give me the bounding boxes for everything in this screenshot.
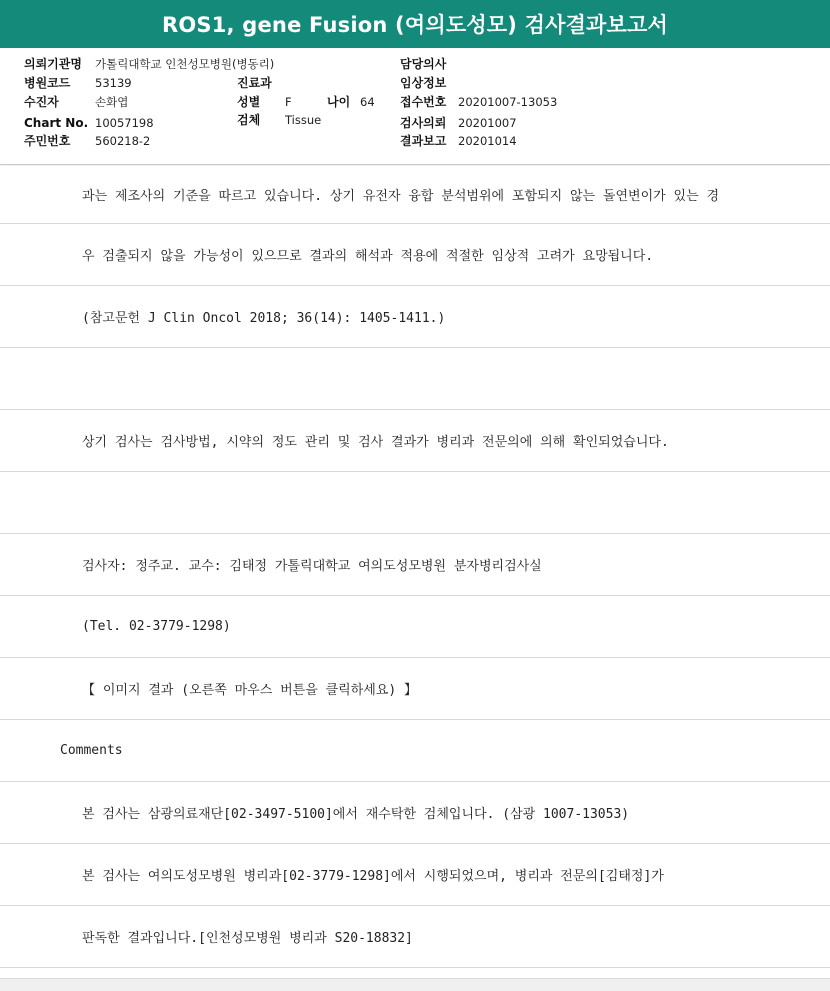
request-date-label: 검사의뢰	[400, 116, 447, 130]
hospital-code-label: 병원코드	[24, 76, 71, 90]
report-line-text: 과는 제조사의 기준을 따르고 있습니다. 상기 유전자 융합 분석범위에 포함되지 않는 돌연변이가 있는 경	[82, 189, 720, 204]
report-line	[0, 472, 830, 534]
image-result-line[interactable]	[0, 658, 830, 720]
doctor-label: 담당의사	[400, 57, 447, 71]
examinee-label: 수진자	[24, 95, 59, 109]
specimen-label: 검체	[237, 113, 261, 127]
comment-line-text: 본 검사는 여의도성모병원 병리과[02-3779-1298]에서 시행되었으며, 병리과 전문의[김태정]가	[82, 869, 664, 884]
report-title-bar	[0, 0, 830, 49]
horizontal-scroll-track[interactable]	[0, 978, 830, 991]
examinee-value: 손화엽	[95, 95, 129, 109]
report-date-value: 20201014	[458, 134, 517, 148]
comments-heading	[0, 720, 830, 782]
receipt-no-label: 접수번호	[400, 95, 447, 109]
hospital-code-value: 53139	[95, 76, 132, 90]
report-body[interactable]	[0, 166, 830, 990]
report-line	[0, 166, 830, 224]
resident-no-label: 주민번호	[24, 134, 71, 148]
patient-info-panel	[0, 48, 830, 165]
report-line	[0, 534, 830, 596]
report-line	[0, 224, 830, 286]
report-line	[0, 596, 830, 658]
report-title: ROS1, gene Fusion (여의도성모) 검사결과보고서	[162, 13, 668, 37]
comment-line-text: 판독한 결과입니다.[인천성모병원 병리과 S20-18832]	[82, 931, 413, 946]
requesting-institution-label: 의뢰기관명	[24, 57, 82, 71]
request-date-value: 20201007	[458, 116, 517, 130]
report-date-label: 결과보고	[400, 134, 447, 148]
specimen-value: Tissue	[285, 113, 322, 127]
comment-line	[0, 782, 830, 844]
report-line-text: (참고문헌 J Clin Oncol 2018; 36(14): 1405-1411.)	[82, 311, 446, 326]
sex-label: 성별	[237, 95, 261, 109]
receipt-no-value: 20201007-13053	[458, 95, 558, 109]
sex-value: F	[285, 95, 292, 109]
age-label: 나이	[327, 95, 351, 109]
image-result-text[interactable]: 【 이미지 결과 (오른쪽 마우스 버튼을 클릭하세요) 】	[82, 683, 418, 698]
comment-line	[0, 844, 830, 906]
report-line-text: 상기 검사는 검사방법, 시약의 정도 관리 및 검사 결과가 병리과 전문의에 의해 확인되었습니다.	[82, 435, 669, 450]
department-label: 진료과	[237, 76, 272, 90]
clinical-info-label: 임상정보	[400, 76, 447, 90]
comment-line-text: 본 검사는 삼광의료재단[02-3497-5100]에서 재수탁한 검체입니다. (삼광 1007-13053)	[82, 807, 630, 822]
report-line-text: 검사자: 정주교. 교수: 김태정 가톨릭대학교 여의도성모병원 분자병리검사실	[82, 559, 542, 574]
report-line	[0, 348, 830, 410]
comment-line	[0, 906, 830, 968]
resident-no-value: 560218-2	[95, 134, 151, 148]
report-line-text: (Tel. 02-3779-1298)	[82, 619, 231, 634]
comments-heading-text: Comments	[60, 743, 123, 758]
requesting-institution-value: 가톨릭대학교 인천성모병원(병동리)	[95, 57, 275, 71]
report-line-text: 우 검출되지 않을 가능성이 있으므로 결과의 해석과 적용에 적절한 임상적 고려가 요망됩니다.	[82, 249, 654, 264]
age-value: 64	[360, 95, 375, 109]
report-line	[0, 410, 830, 472]
report-line	[0, 286, 830, 348]
chart-no-label: Chart No.	[24, 116, 89, 130]
chart-no-value: 10057198	[95, 116, 154, 130]
